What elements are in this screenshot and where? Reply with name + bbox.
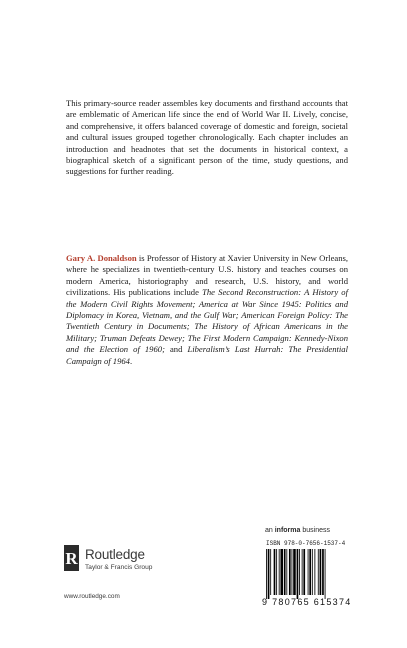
barcode-bar bbox=[270, 549, 271, 595]
barcode-bar bbox=[297, 549, 299, 599]
barcode-bar bbox=[284, 549, 286, 595]
informa-suffix: business bbox=[300, 527, 330, 534]
barcode-bar bbox=[318, 549, 319, 595]
barcode-bar bbox=[286, 549, 287, 595]
bio-end: . bbox=[129, 355, 133, 366]
barcode-bar bbox=[325, 549, 326, 599]
bio-intro: is Professor of History at Xavier University in New Orleans, where he specializes in twentieth-century U.S. history and teaches courses on modern America, historiography and research, U.S. history, and world civilizations. His publications include bbox=[66, 253, 348, 298]
barcode-bar bbox=[312, 549, 313, 595]
barcode-bar bbox=[279, 549, 280, 595]
informa-prefix: an bbox=[265, 527, 275, 534]
barcode-bar bbox=[274, 549, 276, 595]
informa-brand: informa bbox=[274, 527, 301, 534]
barcode-bar bbox=[322, 549, 324, 595]
barcode-icon bbox=[266, 549, 346, 599]
book-description: This primary-source reader assembles key documents and firsthand accounts that are emblematic of American life since the end of World War II. Lively, concise, and comprehensive, it offers balanced coverage of domestic and foreign, societal and cultural issues grouped together chronologically. Each chapter includes an introduction and headnotes that set the documents in historical context, a biographical sketch of a significant person of the time, study questions, and suggestions for further reading. bbox=[66, 98, 348, 177]
isbn-label: ISBN 978-0-7656-1537-4 bbox=[266, 540, 346, 547]
barcode-bar bbox=[266, 549, 267, 599]
author-name: Gary A. Donaldson bbox=[66, 253, 137, 263]
publisher-block bbox=[64, 545, 204, 605]
barcode-bar bbox=[293, 549, 296, 595]
barcode-bar bbox=[314, 549, 315, 595]
isbn-barcode bbox=[260, 538, 350, 610]
barcode-bar bbox=[308, 549, 309, 595]
publication-titles: The Second Reconstruction: A History of the Modern Civil Rights Movement; America at War Since 1945: Politics and Diplomacy in Korea, Vietnam, and the Gulf War; American Foreign Policy: The Twentieth Century in Documents; The History of African Americans in the Military; Truman Defeats Dewey; The First Modern Campaign: Kennedy-Nixon and the Election of 1960; bbox=[66, 287, 348, 355]
logo-letter: R bbox=[65, 549, 78, 568]
barcode-number: 9 780765 615374 bbox=[262, 597, 352, 607]
publisher-group: Taylor & Francis Group bbox=[85, 564, 153, 571]
publisher-name: Routledge bbox=[85, 547, 145, 562]
barcode-bar bbox=[302, 549, 303, 595]
bio-and: and bbox=[164, 344, 188, 355]
publisher-url: www.routledge.com bbox=[64, 593, 120, 600]
barcode-bar bbox=[303, 549, 305, 595]
publication-title-last: Liberalism’s Last Hurrah: The Presidential Campaign of 1964 bbox=[66, 344, 348, 366]
author-bio bbox=[66, 253, 348, 367]
barcode-bar bbox=[320, 549, 322, 595]
barcode-bar bbox=[276, 549, 277, 595]
barcode-bar bbox=[309, 549, 311, 595]
barcode-bar bbox=[280, 549, 283, 595]
barcode-bar bbox=[292, 549, 293, 595]
routledge-logo-icon bbox=[64, 545, 79, 571]
informa-tagline bbox=[265, 527, 330, 534]
barcode-bar bbox=[299, 549, 300, 595]
barcode-bar bbox=[268, 549, 270, 599]
barcode-bar bbox=[289, 549, 291, 595]
